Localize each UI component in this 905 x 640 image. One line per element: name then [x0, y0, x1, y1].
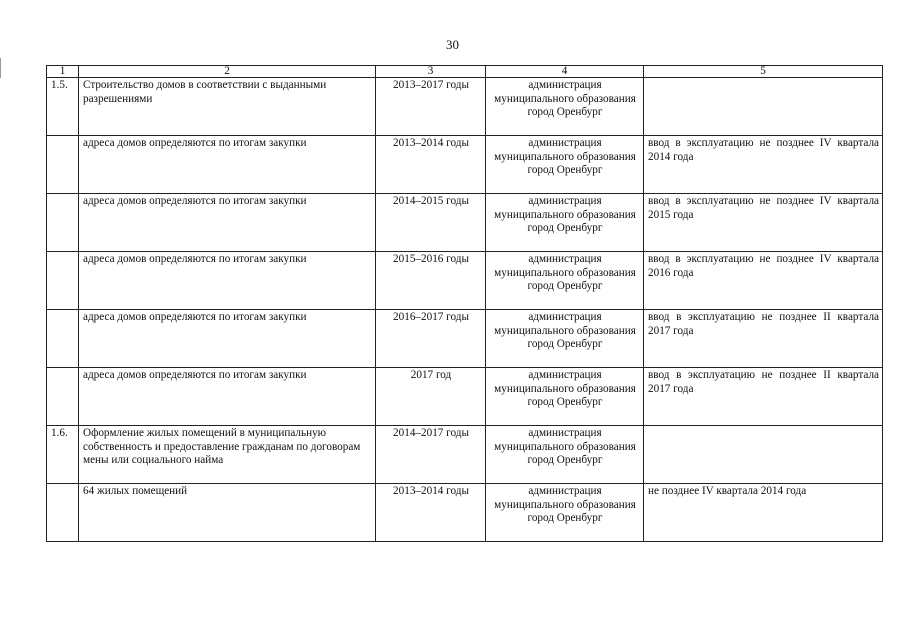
row-result: не позднее IV квартала 2014 года [644, 484, 883, 542]
row-responsible: администрация муниципального образования город Оренбург [486, 78, 644, 136]
table-row [47, 194, 883, 252]
row-period: 2016–2017 годы [376, 310, 486, 368]
row-number [47, 368, 79, 426]
row-responsible: администрация муниципального образования город Оренбург [486, 484, 644, 542]
row-name: Строительство домов в соответствии с выданными разрешениями [79, 78, 376, 136]
row-responsible: администрация муниципального образования город Оренбург [486, 368, 644, 426]
row-result [644, 426, 883, 484]
row-period: 2013–2017 годы [376, 78, 486, 136]
plan-table [46, 65, 883, 542]
row-responsible: администрация муниципального образования город Оренбург [486, 310, 644, 368]
row-number [47, 252, 79, 310]
table-row [47, 78, 883, 136]
row-period: 2014–2017 годы [376, 426, 486, 484]
page-number: 30 [446, 37, 459, 52]
row-number: 1.6. [47, 426, 79, 484]
header-cell-3: 3 [376, 66, 486, 78]
row-name: адреса домов определяются по итогам закупки [79, 368, 376, 426]
row-number [47, 136, 79, 194]
row-number: 1.5. [47, 78, 79, 136]
row-result: ввод в эксплуатацию не позднее IV квартала 2014 года [644, 136, 883, 194]
row-number [47, 484, 79, 542]
row-responsible: администрация муниципального образования город Оренбург [486, 426, 644, 484]
row-period: 2017 год [376, 368, 486, 426]
row-name: адреса домов определяются по итогам закупки [79, 310, 376, 368]
header-cell-2: 2 [79, 66, 376, 78]
row-number [47, 310, 79, 368]
margin-mark [0, 58, 1, 78]
row-name: адреса домов определяются по итогам закупки [79, 252, 376, 310]
header-cell-1: 1 [47, 66, 79, 78]
header-cell-4: 4 [486, 66, 644, 78]
row-result: ввод в эксплуатацию не позднее IV квартала 2016 года [644, 252, 883, 310]
row-result: ввод в эксплуатацию не позднее II квартала 2017 года [644, 368, 883, 426]
row-number [47, 194, 79, 252]
row-name: 64 жилых помещений [79, 484, 376, 542]
row-responsible: администрация муниципального образования город Оренбург [486, 136, 644, 194]
table-row [47, 136, 883, 194]
table-row [47, 310, 883, 368]
row-name: адреса домов определяются по итогам закупки [79, 194, 376, 252]
row-result: ввод в эксплуатацию не позднее IV квартала 2015 года [644, 194, 883, 252]
row-name: адреса домов определяются по итогам закупки [79, 136, 376, 194]
table-header-row [47, 66, 883, 78]
table-row [47, 426, 883, 484]
row-result [644, 78, 883, 136]
table-row [47, 484, 883, 542]
row-period: 2013–2014 годы [376, 484, 486, 542]
row-result: ввод в эксплуатацию не позднее II квартала 2017 года [644, 310, 883, 368]
row-name: Оформление жилых помещений в муниципальную собственность и предоставление гражданам по договорам мены или социального найма [79, 426, 376, 484]
row-period: 2015–2016 годы [376, 252, 486, 310]
table-row [47, 252, 883, 310]
row-responsible: администрация муниципального образования город Оренбург [486, 252, 644, 310]
row-period: 2013–2014 годы [376, 136, 486, 194]
row-period: 2014–2015 годы [376, 194, 486, 252]
row-responsible: администрация муниципального образования город Оренбург [486, 194, 644, 252]
header-cell-5: 5 [644, 66, 883, 78]
table-row [47, 368, 883, 426]
